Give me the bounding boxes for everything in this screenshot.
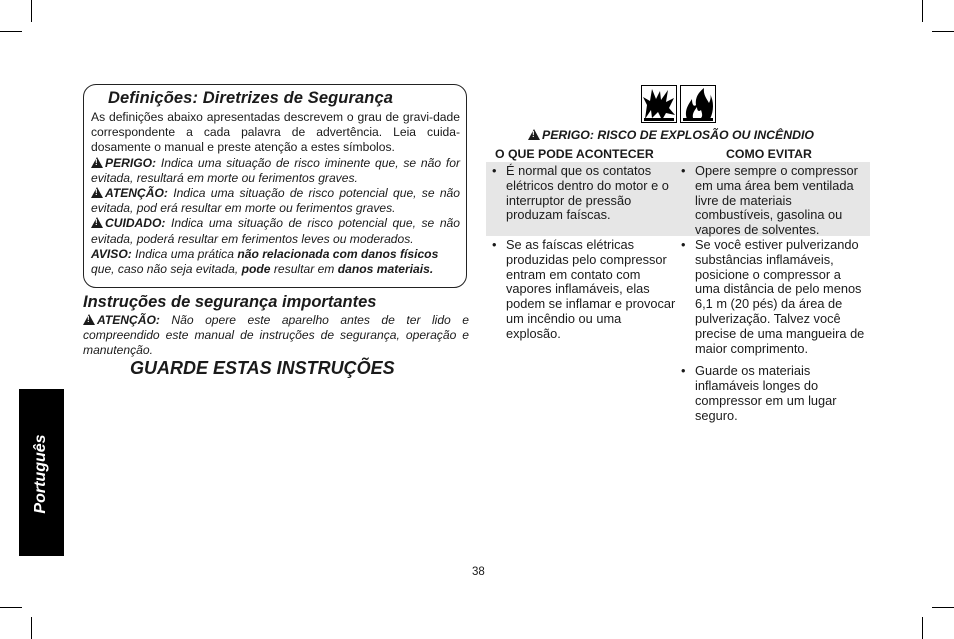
crop-mark	[922, 617, 923, 639]
definition-aviso: AVISO: Indica uma prática não relacionada com danos físicos que, caso não seja evitada, pode resultar em danos materiais.	[91, 246, 439, 277]
instructions-title: Instruções de segurança importantes	[83, 293, 377, 311]
warning-triangle-icon	[91, 157, 103, 168]
table-cell-avoid	[681, 164, 866, 238]
explosion-icon	[641, 85, 677, 123]
definitions-body	[91, 110, 460, 277]
definition-perigo: !PERIGO: Indica uma situação de risco iminente que, se não for evitada, resultará em morte ou ferimentos graves.	[91, 156, 460, 186]
warning-triangle-icon	[83, 314, 95, 325]
definition-cuidado: !CUIDADO: Indica uma situação de risco potencial que, se não evitada, poderá resultar em ferimentos leves ou moderados.	[91, 216, 460, 246]
list-item: • Guarde os materiais inflamáveis longes do compressor em um lugar seguro.	[681, 364, 866, 423]
list-item: • Se as faíscas elétricas produzidas pelo compressor entram em contato com vapores inflamáveis, elas podem se inflamar e provocar um incêndio ou uma explosão.	[492, 238, 677, 342]
definition-atencao: !ATENÇÃO: Indica uma situação de risco potencial que, se não evitada, pod erá resultar em morte ou ferimentos graves.	[91, 186, 460, 216]
crop-mark	[31, 617, 32, 639]
table-cell-what	[492, 164, 677, 223]
page-number: 38	[472, 566, 485, 578]
fire-icon	[680, 85, 716, 123]
warning-triangle-icon	[91, 187, 103, 198]
crop-mark	[932, 31, 954, 32]
crop-mark	[31, 0, 32, 22]
table-cell-avoid	[681, 238, 866, 424]
warning-triangle-icon	[91, 217, 103, 228]
warning-triangle-icon	[528, 129, 540, 140]
instructions-warning: !ATENÇÃO: Não opere este aparelho antes de ter lido e compreendido este manual de instruções de segurança, operação e manutenção.	[83, 313, 469, 359]
list-item: • Se você estiver pulverizando substâncias inflamáveis, posicione o compressor a uma distância de pelo menos 6,1 m (20 pés) da área de pulverização. Talvez você precise de uma mangueira de maior comprimento.	[681, 238, 866, 356]
column-header-avoid: COMO EVITAR	[726, 147, 812, 161]
list-item: • É normal que os contatos elétricos dentro do motor e o interruptor de pressão produzam faíscas.	[492, 164, 677, 223]
crop-mark	[0, 607, 22, 608]
column-header-what: O QUE PODE ACONTECER	[495, 147, 654, 161]
hazard-heading: !PERIGO: RISCO DE EXPLOSÃO OU INCÊNDIO	[528, 128, 814, 142]
save-instructions-heading: GUARDE ESTAS INSTRUÇÕES	[130, 358, 395, 378]
definitions-title: Definições: Diretrizes de Segurança	[108, 89, 394, 107]
definitions-intro: As definições abaixo apresentadas descrevem o grau de gravi-dade correspondente a cada palavra de advertência. Leia cuida-dosamente o manual e preste atenção a estes símbolos.	[91, 110, 460, 155]
crop-mark	[932, 607, 954, 608]
language-tab-label: Português	[32, 434, 49, 514]
crop-mark	[922, 0, 923, 22]
crop-mark	[0, 31, 22, 32]
list-item: • Opere sempre o compressor em uma área bem ventilada livre de materiais combustíveis, gasolina ou vapores de solventes.	[681, 164, 866, 238]
table-cell-what	[492, 238, 677, 342]
